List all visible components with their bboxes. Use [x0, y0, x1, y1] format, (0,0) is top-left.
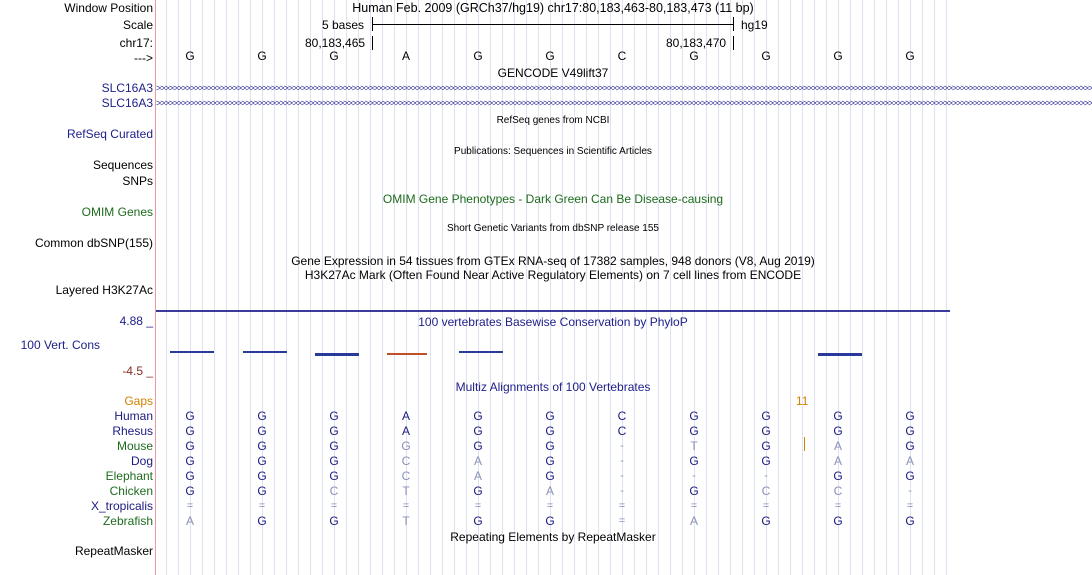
alignment-base: = — [258, 500, 266, 512]
alignment-base: G — [833, 424, 843, 438]
alignment-base: A — [185, 514, 194, 528]
alignment-base: G — [689, 409, 699, 423]
alignment-base: C — [833, 484, 843, 498]
alignment-base: G — [545, 409, 555, 423]
alignment-base: G — [833, 469, 843, 483]
track-label-sequences[interactable]: Sequences — [92, 158, 153, 172]
alignment-base: T — [690, 439, 698, 453]
species-label[interactable]: Rhesus — [112, 424, 153, 438]
scale-bases-label: 5 bases — [322, 18, 365, 32]
alignment-base: A — [689, 514, 698, 528]
alignment-base: G — [689, 454, 699, 468]
reference-base: C — [617, 49, 627, 63]
species-label[interactable]: X_tropicalis — [90, 499, 153, 513]
track-title-gencode: GENCODE V49lift37 — [497, 66, 609, 80]
alignment-base: G — [185, 409, 195, 423]
alignment-base: G — [257, 514, 267, 528]
alignment-base: = — [618, 515, 626, 527]
reference-base: G — [185, 49, 195, 63]
alignment-base: G — [689, 484, 699, 498]
alignment-base: = — [402, 500, 410, 512]
alignment-base: G — [473, 409, 483, 423]
alignment-base: C — [329, 484, 339, 498]
alignment-base: A — [545, 484, 554, 498]
alignment-base: G — [257, 439, 267, 453]
scale-assembly-label: hg19 — [741, 18, 768, 32]
coordinate-left-tick — [372, 36, 373, 50]
phylop-bar-negative — [387, 353, 427, 355]
species-label[interactable]: Mouse — [116, 439, 153, 453]
alignment-base: G — [185, 424, 195, 438]
species-label[interactable]: Elephant — [105, 469, 153, 483]
alignment-base: G — [329, 424, 339, 438]
track-title-gtex: Gene Expression in 54 tissues from GTEx RNA-seq of 17382 samples, 948 donors (V8, Aug 2019) — [291, 254, 815, 268]
alignment-base: T — [402, 514, 410, 528]
alignment-base: C — [761, 484, 771, 498]
alignment-base: = — [546, 500, 554, 512]
alignment-base: - — [692, 470, 696, 482]
species-label[interactable]: Dog — [130, 454, 153, 468]
alignment-base: G — [473, 439, 483, 453]
reference-base: G — [545, 49, 555, 63]
alignment-base: G — [905, 439, 915, 453]
alignment-base: C — [401, 454, 411, 468]
alignment-base: G — [545, 439, 555, 453]
alignment-base: A — [401, 424, 410, 438]
species-label[interactable]: Zebrafish — [102, 514, 153, 528]
label-window-position: Window Position — [64, 1, 153, 15]
track-label-slc16a3-2[interactable]: SLC16A3 — [101, 96, 153, 110]
alignment-base: - — [620, 455, 624, 467]
coordinate-right-tick — [733, 36, 734, 50]
alignment-base: = — [906, 500, 914, 512]
track-title-multiz: Multiz Alignments of 100 Vertebrates — [455, 380, 651, 394]
species-label[interactable]: Chicken — [109, 484, 153, 498]
label-strand: ---> — [134, 51, 153, 65]
alignment-base: G — [473, 424, 483, 438]
track-label-layered-h3k27ac[interactable]: Layered H3K27Ac — [55, 283, 153, 297]
alignment-base: = — [474, 500, 482, 512]
reference-base: G — [473, 49, 483, 63]
alignment-base: G — [905, 409, 915, 423]
alignment-base: G — [185, 454, 195, 468]
alignment-base: G — [257, 424, 267, 438]
alignment-base: - — [764, 470, 768, 482]
track-label-omim-genes[interactable]: OMIM Genes — [81, 205, 153, 219]
window-position-header: Human Feb. 2009 (GRCh37/hg19) chr17:80,183,463-80,183,473 (11 bp) — [352, 1, 754, 15]
alignment-base: G — [257, 469, 267, 483]
alignment-base: G — [761, 454, 771, 468]
alignment-base: G — [761, 514, 771, 528]
alignment-base: G — [761, 439, 771, 453]
alignment-base: G — [905, 424, 915, 438]
track-label-repeatmasker[interactable]: RepeatMasker — [74, 544, 153, 558]
gene-slc16a3-2-intron[interactable]: >>>>>>>>>>>>>>>>>>>>>>>>>>>>>>>>>>>>>>>>>>>>>>>>>>>>>>>>>>>>>>>>>>>>>>>>>>>>>>>>>>>>>>>>>>>>>>>>>>>>>>>>>>>>>>>>>>>>>>>>>>>>>>>>>>>>>>>>>>>>>>>>>>>>>>>>>>>>>>>>>>>>>>>>>>>>>>>>>>>>>>>>>>>>>>>>>>>>>>>>>>>>>>>>>>>>>>>>>>>> — [156, 98, 1092, 108]
alignment-base: G — [257, 484, 267, 498]
track-title-publications: Publications: Sequences in Scientific Articles — [454, 146, 652, 157]
reference-base: G — [689, 49, 699, 63]
phylop-bar — [243, 351, 287, 353]
alignment-base: G — [185, 469, 195, 483]
alignment-base: C — [401, 469, 411, 483]
track-label-gaps: Gaps — [124, 394, 153, 408]
track-label-common-dbsnp[interactable]: Common dbSNP(155) — [34, 236, 153, 250]
alignment-base: C — [617, 409, 627, 423]
alignment-base: G — [329, 469, 339, 483]
track-title-dbsnp: Short Genetic Variants from dbSNP release 155 — [447, 223, 659, 234]
alignment-base: = — [762, 500, 770, 512]
species-label[interactable]: Human — [114, 409, 153, 423]
alignment-base: - — [620, 470, 624, 482]
gap-count: 11 — [796, 394, 809, 408]
alignment-base: G — [545, 469, 555, 483]
alignment-base: G — [401, 439, 411, 453]
alignment-base: A — [833, 439, 842, 453]
alignment-base: G — [905, 469, 915, 483]
alignment-base: - — [620, 485, 624, 497]
scale-bar — [372, 24, 734, 25]
coordinate-left: 80,183,465 — [305, 36, 366, 50]
reference-base: G — [761, 49, 771, 63]
alignment-base: G — [545, 514, 555, 528]
label-chromosome: chr17: — [119, 36, 153, 50]
alignment-base: A — [473, 469, 482, 483]
alignment-base: A — [905, 454, 914, 468]
alignment-base: G — [833, 409, 843, 423]
alignment-base: G — [545, 424, 555, 438]
gene-slc16a3-1-intron[interactable]: >>>>>>>>>>>>>>>>>>>>>>>>>>>>>>>>>>>>>>>>>>>>>>>>>>>>>>>>>>>>>>>>>>>>>>>>>>>>>>>>>>>>>>>>>>>>>>>>>>>>>>>>>>>>>>>>>>>>>>>>>>>>>>>>>>>>>>>>>>>>>>>>>>>>>>>>>>>>>>>>>>>>>>>>>>>>>>>>>>>>>>>>>>>>>>>>>>>>>>>>>>>>>>>>>>>>>>>>>>>> — [156, 83, 1092, 93]
alignment-base: = — [618, 500, 626, 512]
alignment-base: G — [329, 409, 339, 423]
track-label-refseq-curated[interactable]: RefSeq Curated — [66, 127, 153, 141]
reference-base: A — [401, 49, 410, 63]
alignment-base: T — [402, 484, 410, 498]
phylop-bar — [459, 351, 503, 353]
label-scale: Scale — [122, 18, 153, 32]
alignment-base: G — [257, 409, 267, 423]
track-title-repeatmasker: Repeating Elements by RepeatMasker — [450, 530, 656, 544]
alignment-base: G — [185, 484, 195, 498]
phylop-top-border — [156, 310, 950, 312]
alignment-base: G — [185, 439, 195, 453]
track-title-omim: OMIM Gene Phenotypes - Dark Green Can Be Disease-causing — [382, 192, 724, 206]
phylop-bar — [818, 353, 862, 356]
alignment-base: G — [761, 409, 771, 423]
alignment-base: = — [834, 500, 842, 512]
alignment-base: G — [329, 439, 339, 453]
coordinate-right: 80,183,470 — [666, 36, 727, 50]
track-title-h3k27ac: H3K27Ac Mark (Often Found Near Active Regulatory Elements) on 7 cell lines from ENCODE — [304, 268, 802, 282]
phylop-bar — [170, 351, 214, 353]
alignment-base: C — [617, 424, 627, 438]
alignment-base: = — [186, 500, 194, 512]
alignment-base: G — [473, 514, 483, 528]
track-label-100-vert-cons[interactable]: 100 Vert. Cons — [20, 338, 100, 352]
mouse-insertion-marker — [804, 437, 805, 451]
alignment-base: G — [257, 454, 267, 468]
alignment-base: G — [833, 514, 843, 528]
alignment-base: G — [545, 454, 555, 468]
track-title-phylop: 100 vertebrates Basewise Conservation by PhyloP — [418, 315, 688, 329]
alignment-base: G — [329, 514, 339, 528]
alignment-base: A — [833, 454, 842, 468]
phylop-axis-min: -4.5 _ — [122, 364, 153, 378]
phylop-axis-max: 4.88 _ — [119, 314, 153, 328]
reference-base: G — [257, 49, 267, 63]
reference-base: G — [833, 49, 843, 63]
alignment-base: G — [689, 424, 699, 438]
track-label-slc16a3-1[interactable]: SLC16A3 — [101, 81, 153, 95]
scale-bar-right-tick — [733, 17, 734, 31]
alignment-base: G — [473, 484, 483, 498]
reference-base: G — [905, 49, 915, 63]
alignment-base: A — [473, 454, 482, 468]
alignment-base: - — [620, 440, 624, 452]
alignment-base: = — [330, 500, 338, 512]
alignment-base: G — [761, 424, 771, 438]
alignment-base: G — [329, 454, 339, 468]
alignment-base: G — [905, 514, 915, 528]
reference-base: G — [329, 49, 339, 63]
track-label-snps[interactable]: SNPs — [122, 174, 153, 188]
alignment-base: - — [908, 485, 912, 497]
alignment-base: = — [690, 500, 698, 512]
phylop-bar — [315, 353, 359, 356]
alignment-base: A — [401, 409, 410, 423]
track-title-refseq: RefSeq genes from NCBI — [496, 115, 610, 126]
